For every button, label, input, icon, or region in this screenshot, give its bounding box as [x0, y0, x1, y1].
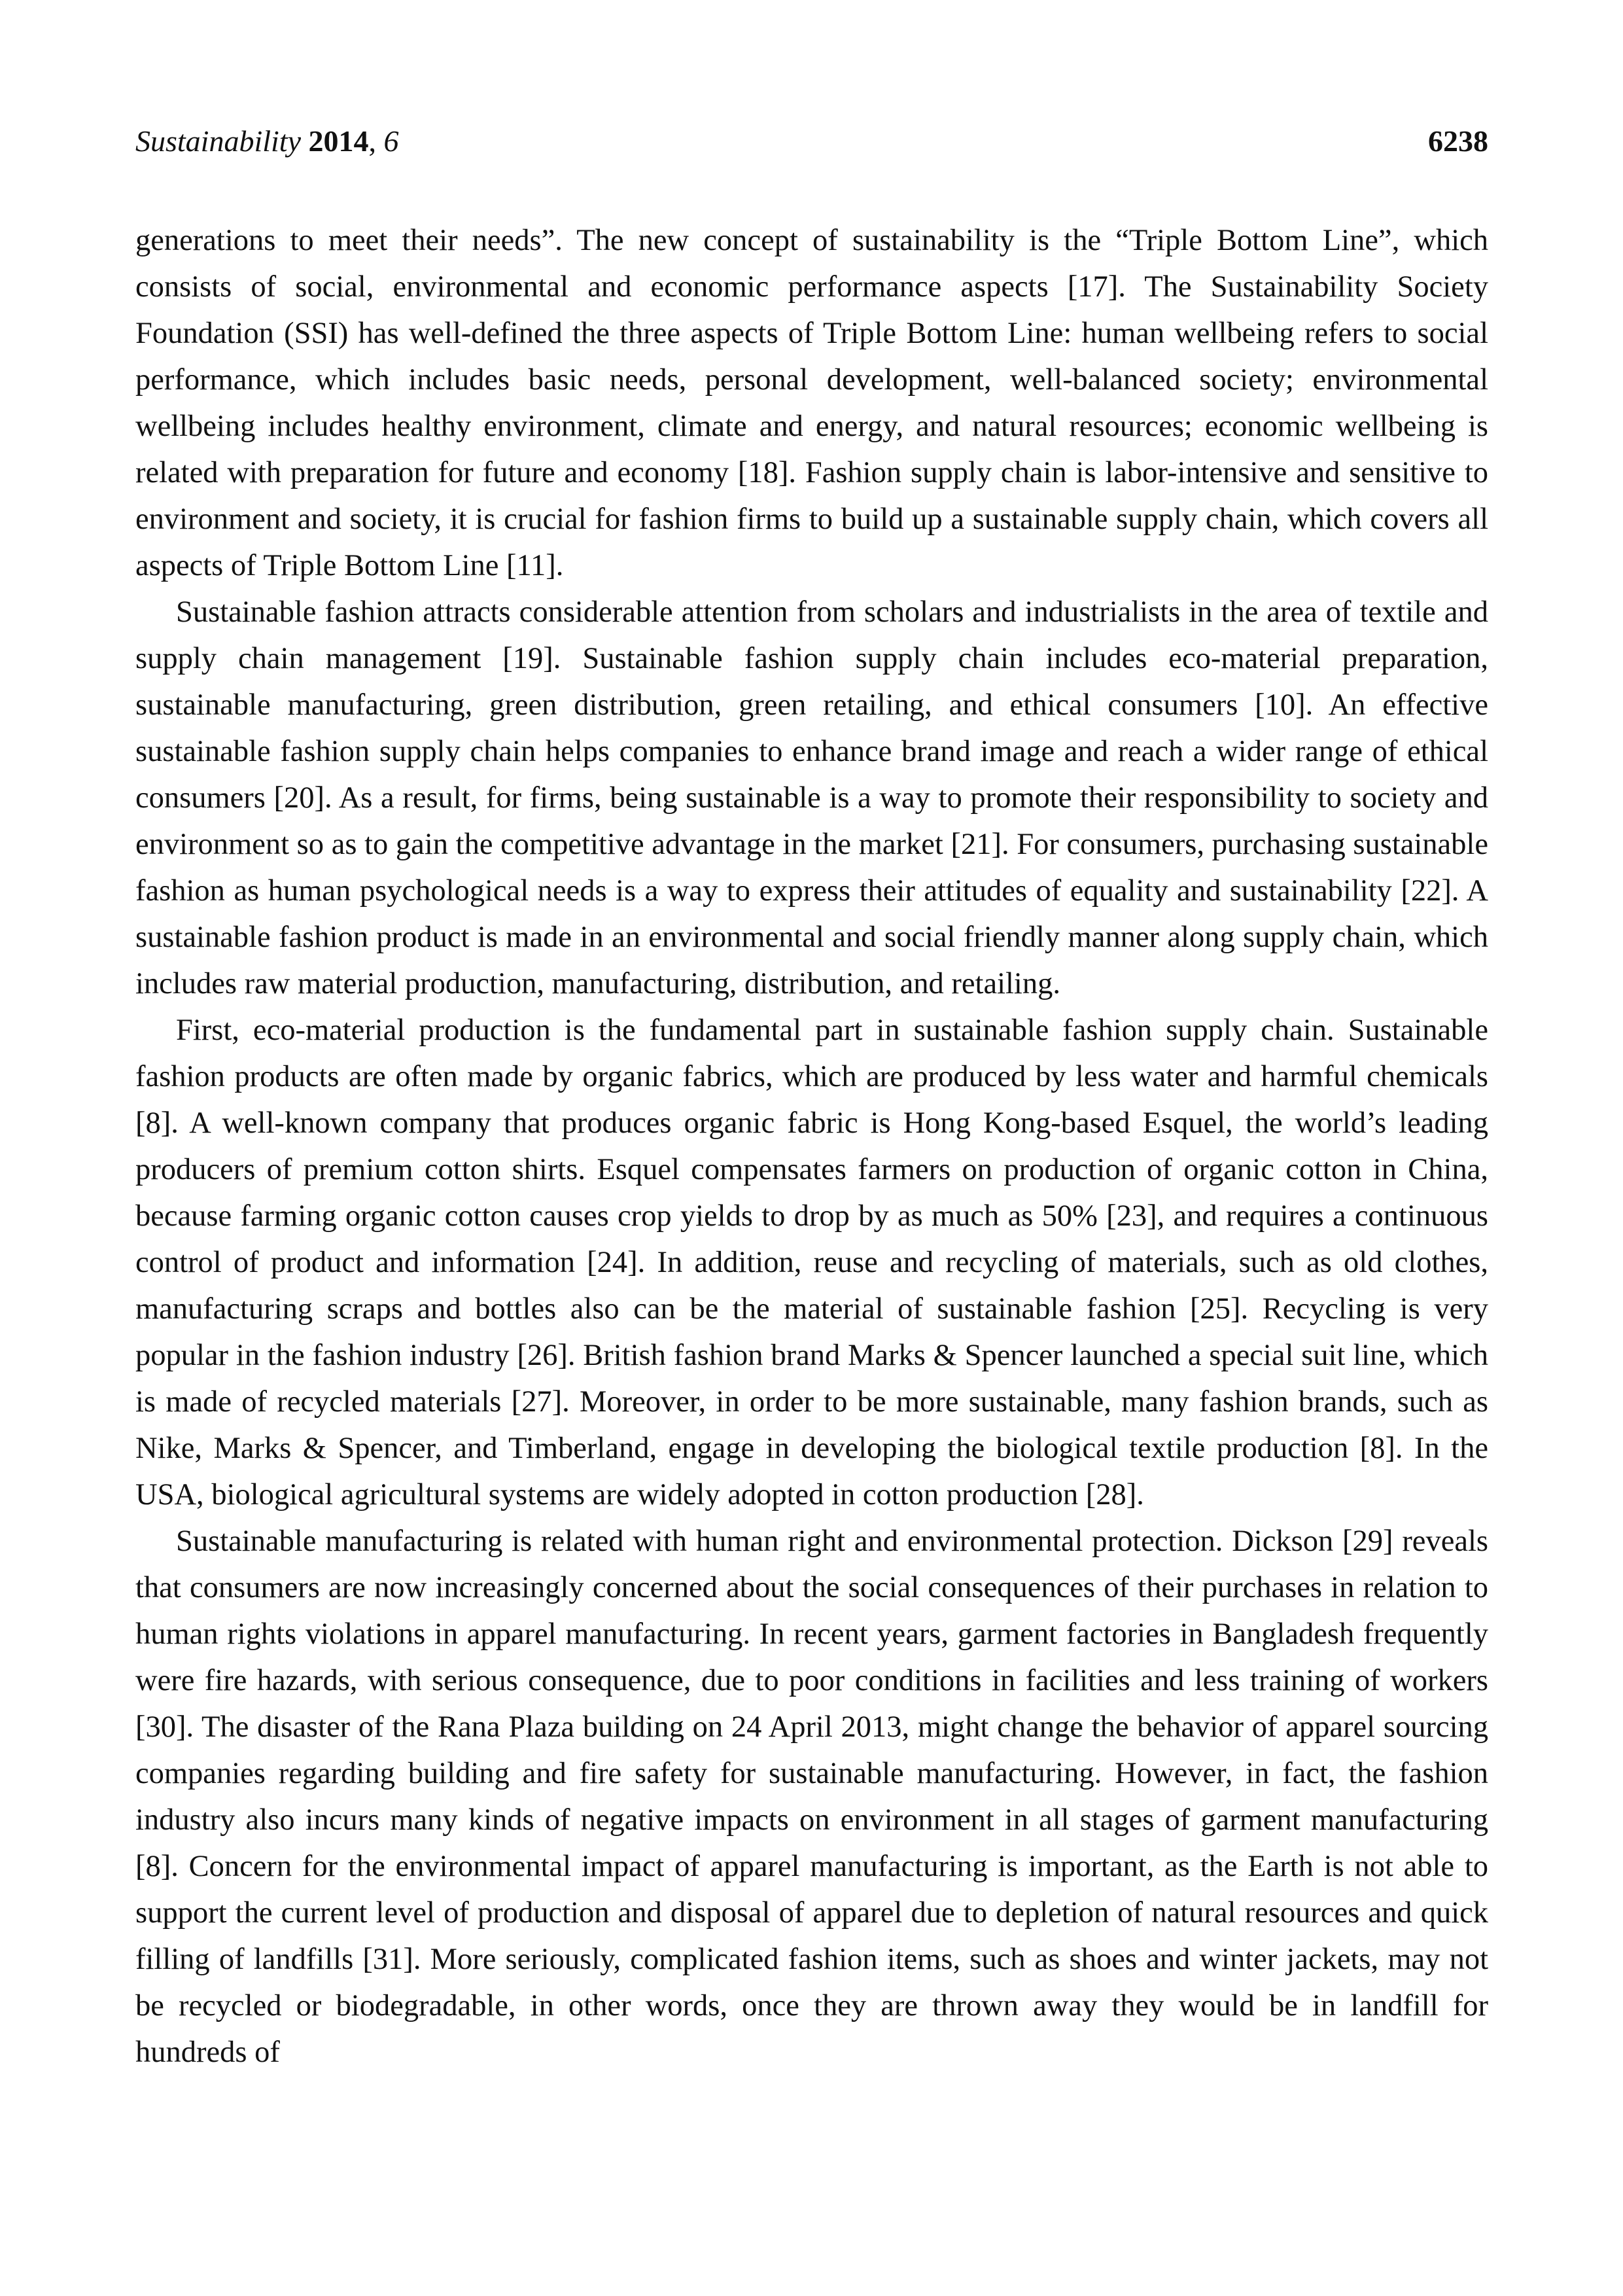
publication-year: 2014: [308, 124, 369, 158]
separator-comma: ,: [368, 124, 384, 158]
citation-line: [135, 122, 399, 161]
paragraph-sustainable-fashion: Sustainable fashion attracts considerable attention from scholars and industrialists in the area of textile and supply chain management [19]. Sustainable fashion supply chain includes eco-material preparation, sustainable manufacturing, green distribution, green retailing, and ethical consumers [10]. An effective sustainable fashion supply chain helps companies to enhance brand image and reach a wider range of ethical consumers [20]. As a result, for firms, being sustainable is a way to promote their responsibility to society and environment so as to gain the competitive advantage in the market [21]. For consumers, purchasing sustainable fashion as human psychological needs is a way to express their attitudes of equality and sustainability [22]. A sustainable fashion product is made in an environmental and social friendly manner along supply chain, which includes raw material production, manufacturing, distribution, and retailing.: [135, 595, 1488, 1000]
body-text: [135, 217, 1488, 2075]
volume-number: 6: [383, 124, 399, 158]
running-header: [135, 122, 1488, 161]
paragraph-continuation: generations to meet their needs”. The new concept of sustainability is the “Triple Bottom Line”, which consists of social, environmental and economic performance aspects [17]. The Sustainability Society Foundation (SSI) has well-defined the three aspects of Triple Bottom Line: human wellbeing refers to social performance, which includes basic needs, personal development, well-balanced society; environmental wellbeing includes healthy environment, climate and energy, and natural resources; economic wellbeing is related with preparation for future and economy [18]. Fashion supply chain is labor-intensive and sensitive to environment and society, it is crucial for fashion firms to build up a sustainable supply chain, which covers all aspects of Triple Bottom Line [11].: [135, 224, 1488, 582]
journal-name: Sustainability: [135, 124, 301, 158]
paragraph-eco-material: First, eco-material production is the fundamental part in sustainable fashion supply chain. Sustainable fashion products are often made by organic fabrics, which are produced by less water and harmful chemicals [8]. A well-known company that produces organic fabric is Hong Kong-based Esquel, the world’s leading producers of premium cotton shirts. Esquel compensates farmers on production of organic cotton in China, because farming organic cotton causes crop yields to drop by as much as 50% [23], and requires a continuous control of product and information [24]. In addition, reuse and recycling of materials, such as old clothes, manufacturing scraps and bottles also can be the material of sustainable fashion [25]. Recycling is very popular in the fashion industry [26]. British fashion brand Marks & Spencer launched a special suit line, which is made of recycled materials [27]. Moreover, in order to be more sustainable, many fashion brands, such as Nike, Marks & Spencer, and Timberland, engage in developing the biological textile production [8]. In the USA, biological agricultural systems are widely adopted in cotton production [28].: [135, 1014, 1488, 1511]
paragraph-sustainable-manufacturing: Sustainable manufacturing is related with human right and environmental protection. Dickson [29] reveals that consumers are now increasingly concerned about the social consequences of their purchases in relation to human rights violations in apparel manufacturing. In recent years, garment factories in Bangladesh frequently were fire hazards, with serious consequence, due to poor conditions in facilities and less training of workers [30]. The disaster of the Rana Plaza building on 24 April 2013, might change the behavior of apparel sourcing companies regarding building and fire safety for sustainable manufacturing. However, in fact, the fashion industry also incurs many kinds of negative impacts on environment in all stages of garment manufacturing [8]. Concern for the environmental impact of apparel manufacturing is important, as the Earth is not able to support the current level of production and disposal of apparel due to depletion of natural resources and quick filling of landfills [31]. More seriously, complicated fashion items, such as shoes and winter jackets, may not be recycled or biodegradable, in other words, once they are thrown away they would be in landfill for hundreds of: [135, 1525, 1488, 2069]
page-number: 6238: [1428, 124, 1488, 158]
